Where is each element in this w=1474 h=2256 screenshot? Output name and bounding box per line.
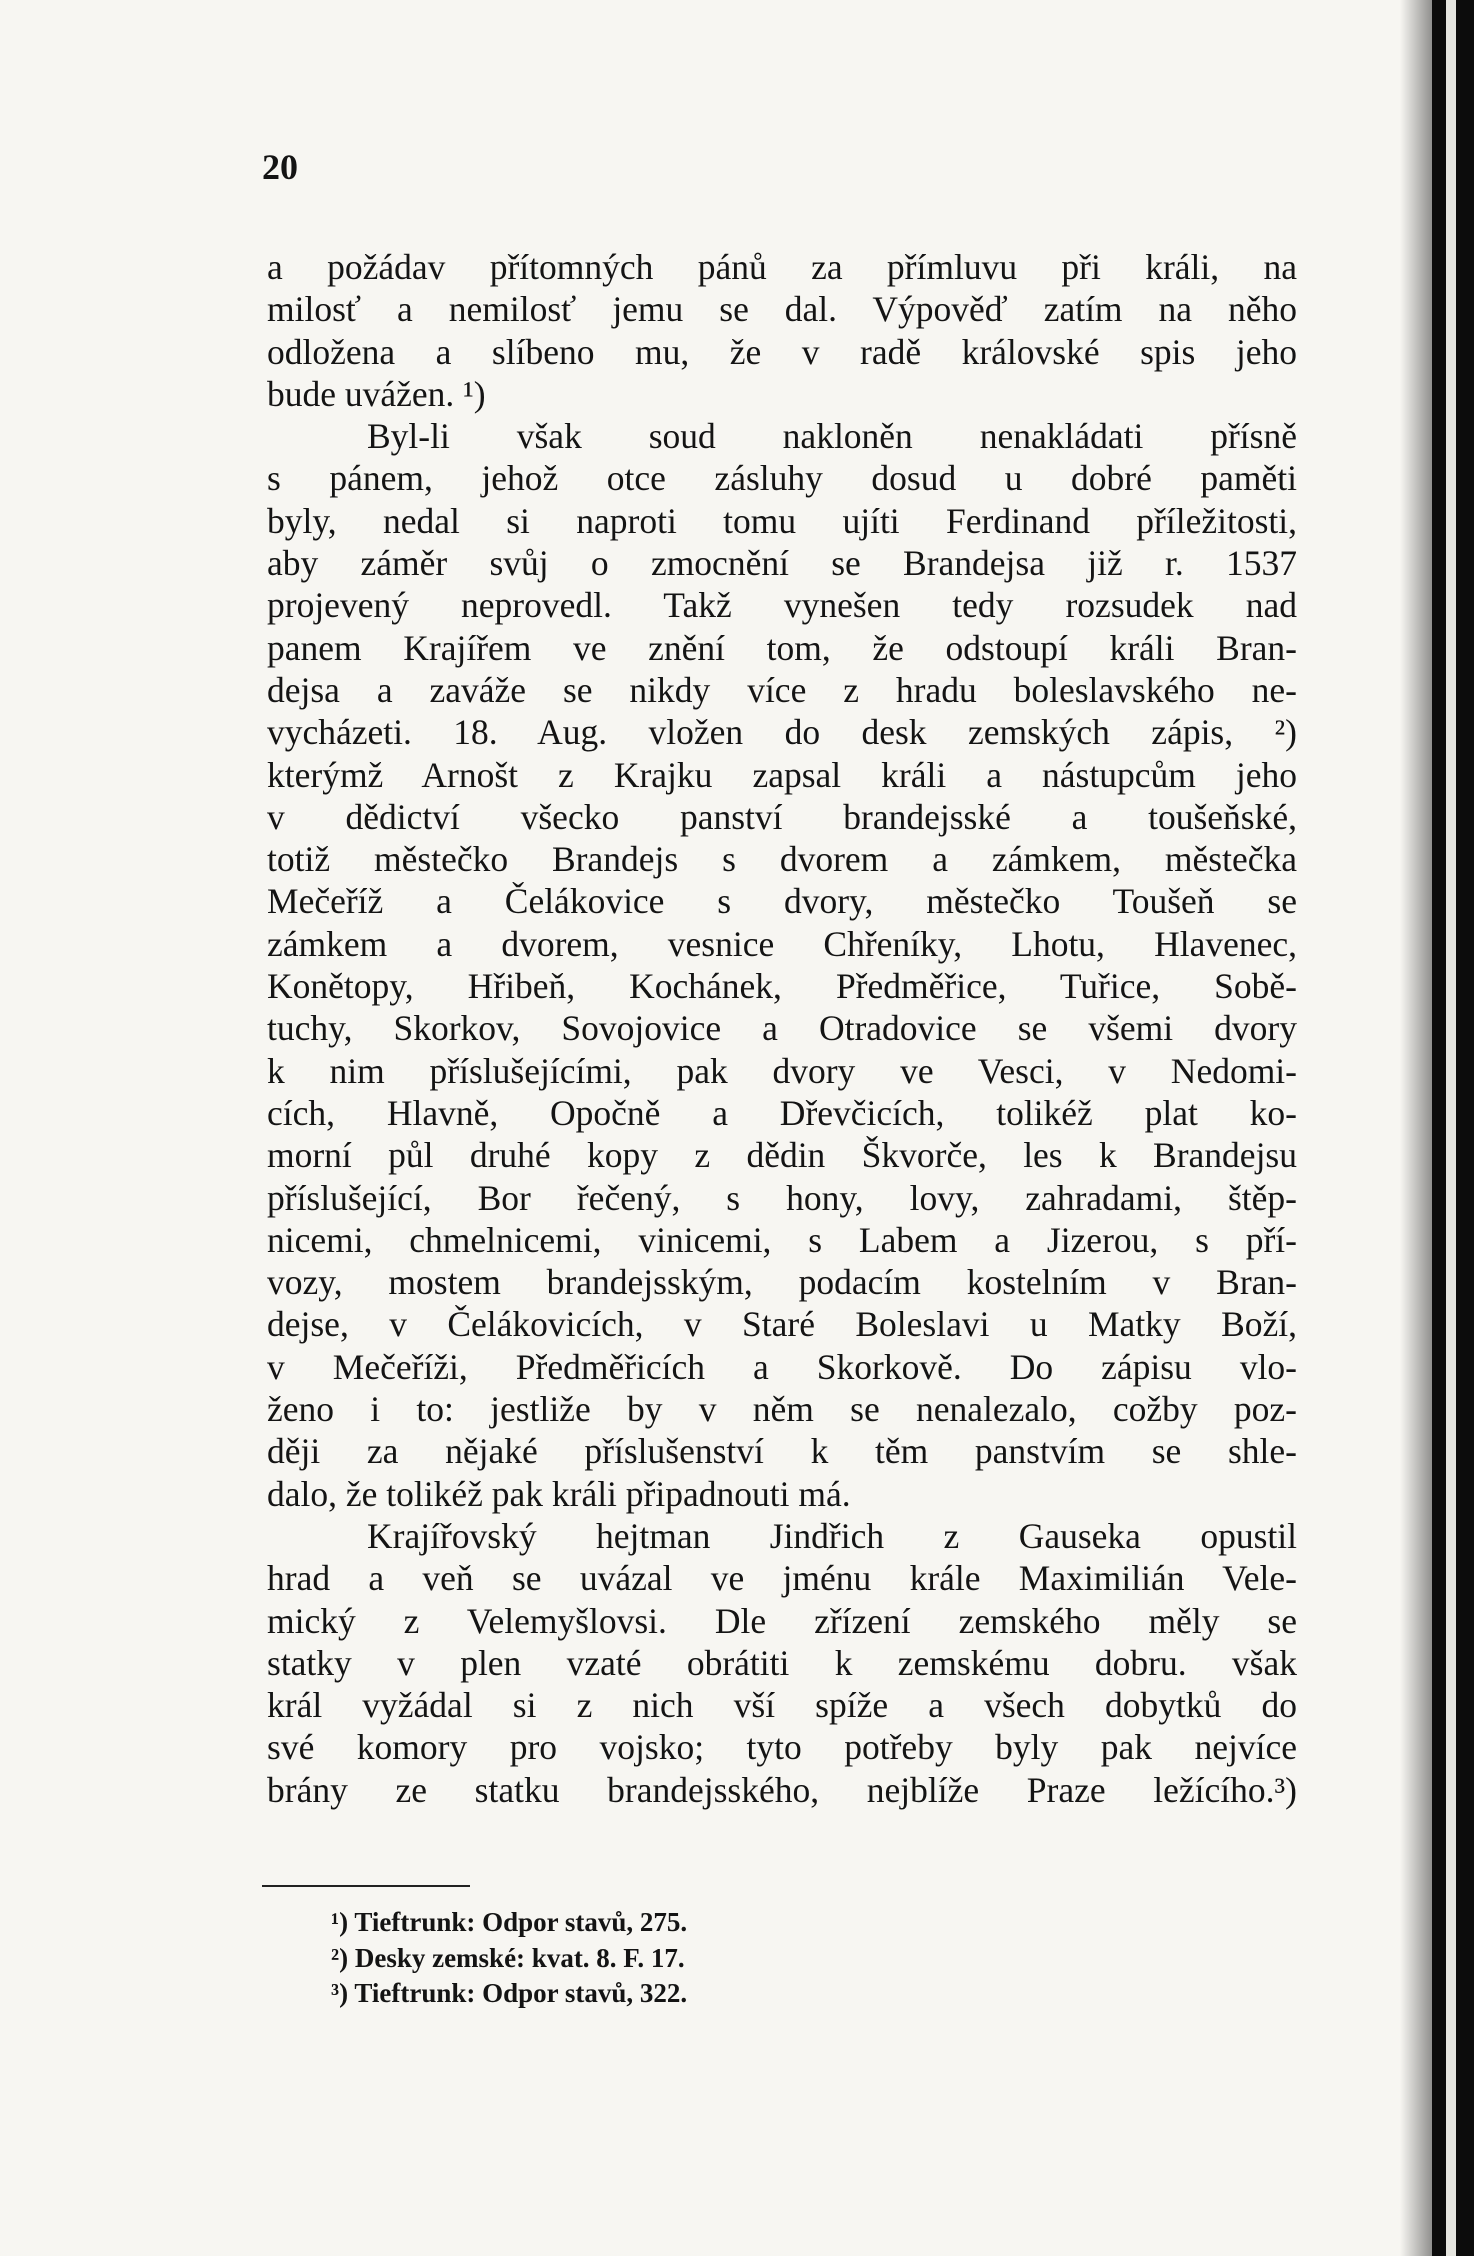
text-line: ženo i to: jestliže by v něm se nenalezalo, cožby poz-	[267, 1389, 1297, 1430]
text-line: zámkem a dvorem, vesnice Chřeníky, Lhotu, Hlavenec,	[267, 923, 1297, 964]
text-line: dejsa a zaváže se nikdy více z hradu boleslavského ne-	[267, 669, 1297, 710]
text-line: cích, Hlavně, Opočně a Dřevčicích, tolikéž plat ko-	[267, 1092, 1297, 1133]
text-line: Konětopy, Hřibeň, Kochánek, Předměřice, Tuřice, Sobě-	[267, 966, 1297, 1007]
text-line: mický z Velemyšlovsi. Dle zřízení zemského měly se	[267, 1600, 1297, 1641]
footnote: ²) Desky zemské: kvat. 8. F. 17.	[331, 1942, 685, 1973]
text-line: aby záměr svůj o zmocnění se Brandejsa již r. 1537	[267, 543, 1297, 584]
footnotes	[331, 1905, 687, 2012]
text-line: milosť a nemilosť jemu se dal. Výpověď zatím na něho	[267, 289, 1297, 330]
text-line: kterýmž Arnošt z Krajku zapsal králi a nástupcům jeho	[267, 754, 1297, 795]
text-line: vycházeti. 18. Aug. vložen do desk zemských zápis, ²)	[267, 712, 1297, 753]
text-line: dalo, že tolikéž pak králi připadnouti má.	[267, 1473, 851, 1514]
page-number: 20	[262, 147, 298, 187]
text-line: byly, nedal si naproti tomu ujíti Ferdinand příležitosti,	[267, 500, 1297, 541]
text-line: s pánem, jehož otce zásluhy dosud u dobré paměti	[267, 458, 1297, 499]
text-line: příslušející, Bor řečený, s hony, lovy, zahradami, štěp-	[267, 1177, 1297, 1218]
text-line: morní půl druhé kopy z dědin Škvorče, les k Brandejsu	[267, 1135, 1297, 1176]
text-line: a požádav přítomných pánů za přímluvu při králi, na	[267, 247, 1297, 287]
text-line: totiž městečko Brandejs s dvorem a zámkem, městečka	[267, 839, 1297, 880]
text-line: hrad a veň se uvázal ve jménu krále Maximilián Vele-	[267, 1558, 1297, 1599]
text-line: dejse, v Čelákovicích, v Staré Boleslavi u Matky Boží,	[267, 1304, 1297, 1345]
text-line: brány ze statku brandejsského, nejblíže Praze ležícího.³)	[267, 1769, 1297, 1810]
text-line: Mečeříž a Čelákovice s dvory, městečko Toušeň se	[267, 881, 1297, 922]
footnote: ³) Tieftrunk: Odpor stavů, 322.	[331, 1978, 688, 2008]
text-line: král vyžádal si z nich vší spíže a všech dobytků do	[267, 1685, 1297, 1726]
text-line: projevený neprovedl. Takž vynešen tedy rozsudek nad	[267, 585, 1297, 626]
next-page-edge	[1446, 0, 1456, 2256]
text-line: panem Krajířem ve znění tom, že odstoupí králi Bran-	[267, 627, 1297, 668]
footnote: ¹) Tieftrunk: Odpor stavů, 275.	[331, 1907, 688, 1937]
page-edge-shadow	[1400, 0, 1432, 2256]
text-line: Krajířovský hejtman Jindřich z Gauseka opustil	[367, 1515, 1297, 1556]
text-line: Byl-li však soud nakloněn nenakládati přísně	[367, 416, 1297, 457]
text-line: své komory pro vojsko; tyto potřeby byly pak nejvíce	[267, 1727, 1297, 1768]
text-line: v dědictví všecko panství brandejsské a toušeňské,	[267, 796, 1297, 837]
text-line: ději za nějaké příslušenství k těm panstvím se shle-	[267, 1431, 1297, 1472]
text-line: k nim příslušejícími, pak dvory ve Vesci, v Nedomi-	[267, 1050, 1297, 1091]
text-line: vozy, mostem brandejsským, podacím kostelním v Bran-	[267, 1262, 1297, 1303]
main-text	[267, 246, 1297, 1811]
footnote-separator	[262, 1885, 470, 1887]
text-line: tuchy, Skorkov, Sovojovice a Otradovice se všemi dvory	[267, 1008, 1297, 1049]
text-line: statky v plen vzaté obrátiti k zemskému dobru. však	[267, 1642, 1297, 1683]
text-line: odložena a slíbeno mu, že v radě královské spis jeho	[267, 331, 1297, 372]
text-line: nicemi, chmelnicemi, vinicemi, s Labem a Jizerou, s pří-	[267, 1219, 1297, 1260]
text-line: v Mečeříži, Předměřicích a Skorkově. Do zápisu vlo-	[267, 1346, 1297, 1387]
text-line: bude uvážen. ¹)	[267, 373, 486, 414]
scan-border	[1432, 0, 1474, 2256]
